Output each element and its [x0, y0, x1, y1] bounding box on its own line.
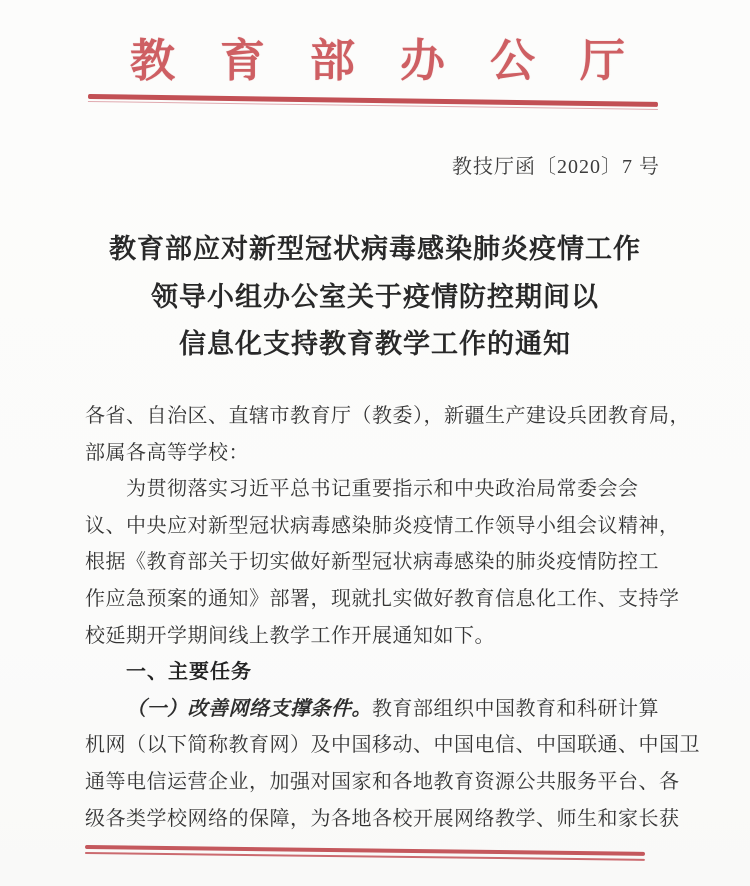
notice-title-line-1: 教育部应对新型冠状病毒感染肺炎疫情工作 [109, 234, 641, 264]
body-line-item-2: 机网（以下简称教育网）及中国移动、中国电信、中国联通、中国卫 [85, 734, 700, 757]
body-line-para-1: 为贯彻落实习近平总书记重要指示和中央政治局常委会会 [126, 478, 639, 501]
letterhead-org-name: 教育部办公厅 [129, 36, 670, 86]
footer-rule [85, 845, 645, 861]
body-line-para-3: 根据《教育部关于切实做好新型冠状病毒感染的肺炎疫情防控工 [85, 551, 659, 574]
body-line-item-1 [85, 691, 669, 728]
body-line-item-4: 级各类学校网络的保障，为各地各校开展网络教学、师生和家长获 [85, 807, 680, 830]
body-line-para-4: 作应急预案的通知》部署，现就扎实做好教育信息化工作、支持学 [85, 587, 680, 610]
notice-title [0, 226, 750, 369]
body-line-para-2: 议、中央应对新型冠状病毒感染肺炎疫情工作领导小组会议精神， [85, 514, 680, 537]
body-line-recipients-1: 各省、自治区、直辖市教育厅（教委），新疆生产建设兵团教育局， [85, 405, 690, 427]
doc-number: 教技厅函〔2020〕7 号 [452, 156, 660, 178]
document-body [85, 398, 700, 837]
body-line-item-3: 通等电信运营企业，加强对国家和各地教育资源公共服务平台、各 [85, 770, 680, 793]
item-lead-improve-network: （一）改善网络支撑条件。 [126, 697, 372, 720]
notice-title-line-3: 信息化支持教育教学工作的通知 [179, 329, 571, 359]
notice-title-line-2: 领导小组办公室关于疫情防控期间以 [151, 281, 599, 312]
section-heading-main-tasks: 一、主要任务 [126, 661, 252, 684]
body-line-recipients-2: 部属各高等学校： [85, 441, 249, 464]
letterhead-rule [88, 94, 658, 110]
item-lead-rest: 教育部组织中国教育和科研计算 [372, 697, 659, 720]
body-line-para-5: 校延期开学期间线上教学工作开展通知如下。 [85, 624, 495, 647]
